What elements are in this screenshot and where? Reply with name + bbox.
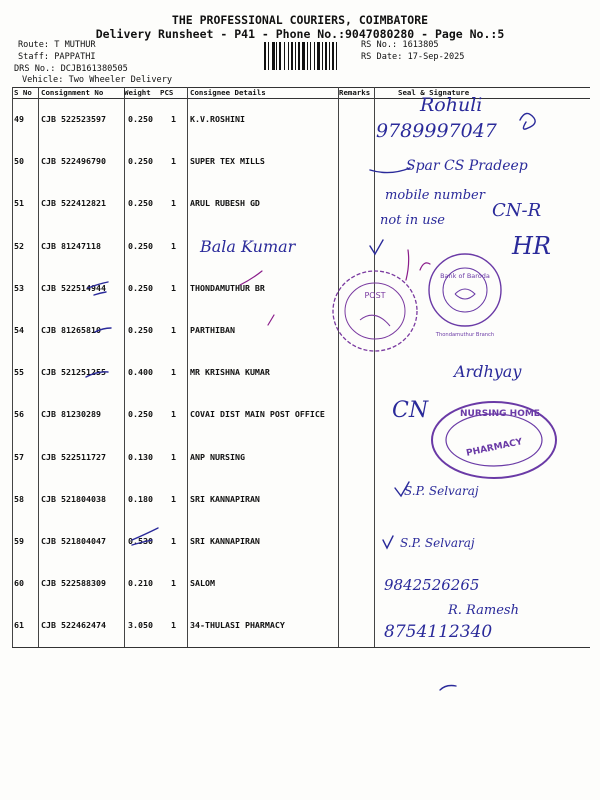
handwritten-phone: 9789997047 <box>376 120 497 142</box>
row-weight: 0.250 <box>128 240 153 251</box>
row-sno: 53 <box>14 282 24 293</box>
stamp-text: Thondamuthur Branch <box>435 332 495 338</box>
row-consignment-no: CJB 522496790 <box>41 156 106 167</box>
row-weight: 0.250 <box>128 325 153 335</box>
row-weight: 0.250 <box>128 409 153 420</box>
nursing-home-stamp <box>428 398 560 482</box>
stamp-text: PHARMACY <box>465 437 524 459</box>
row-consignment-no: CJB 522462474 <box>41 620 106 631</box>
post-office-stamp <box>330 265 425 355</box>
row-sno: 56 <box>14 409 24 420</box>
handwritten-signature: Ardhyay <box>454 362 522 381</box>
row-pcs: 1 <box>171 114 176 124</box>
row-consignee: K.V.ROSHINI <box>190 114 245 124</box>
row-sno: 55 <box>14 367 24 378</box>
handwritten-phone: 8754112340 <box>384 622 493 642</box>
table-row <box>12 478 590 520</box>
stamp-text: POST <box>364 291 386 300</box>
row-sno: 50 <box>14 156 24 167</box>
row-consignee: 34-THULASI PHARMACY <box>190 620 285 631</box>
header-sno: S No <box>14 88 32 97</box>
row-pcs: 1 <box>171 198 176 209</box>
row-consignment-no: CJB 521804047 <box>41 536 106 546</box>
drs-number: DRS No.: DCJB161380505 <box>14 64 128 74</box>
row-consignment-no: CJB 522514944 <box>41 282 106 293</box>
stamp-text: NURSING HOME <box>460 409 540 419</box>
row-sno: 52 <box>14 240 24 251</box>
row-sno: 51 <box>14 198 24 209</box>
row-consignee: MR KRISHNA KUMAR <box>190 367 270 378</box>
row-weight: 0.180 <box>128 493 153 504</box>
barcode-image <box>264 42 356 70</box>
row-consignment-no: CJB 521251255 <box>41 367 106 378</box>
row-weight: 0.530 <box>128 536 153 546</box>
handwritten-mark: HR <box>512 232 551 260</box>
row-weight: 0.130 <box>128 451 153 462</box>
table-row <box>12 98 590 140</box>
row-pcs: 1 <box>171 409 176 420</box>
stamp-text: Bank of Baroda <box>440 272 490 280</box>
header-consignee: Consignee Details <box>190 88 266 97</box>
row-consignment-no: CJB 81265810 <box>41 325 101 335</box>
handwritten-signature: S.P. Selvaraj <box>400 536 475 550</box>
row-weight: 0.250 <box>128 282 153 293</box>
bank-stamp <box>425 240 505 340</box>
header-pcs: PCS <box>160 88 174 97</box>
handwritten-mark: CN-R <box>492 200 542 221</box>
row-weight: 0.400 <box>128 367 153 378</box>
row-sno: 60 <box>14 578 24 589</box>
row-pcs: 1 <box>171 493 176 504</box>
handwritten-signature: Rohuli <box>420 94 483 116</box>
row-consignee: ANP NURSING <box>190 451 245 462</box>
row-pcs: 1 <box>171 620 176 631</box>
row-consignment-no: CJB 521804038 <box>41 493 106 504</box>
row-weight: 0.250 <box>128 198 153 209</box>
row-pcs: 1 <box>171 282 176 293</box>
header-remarks: Remarks <box>339 88 371 97</box>
row-sno: 57 <box>14 451 24 462</box>
handwritten-signature: S.P. Selvaraj <box>404 484 479 498</box>
row-consignee: THONDAMUTHUR BR <box>190 282 265 293</box>
row-consignee: SUPER TEX MILLS <box>190 156 265 167</box>
handwritten-mark: CN <box>392 398 429 423</box>
company-title: THE PROFESSIONAL COURIERS, COIMBATORE <box>171 13 429 27</box>
rs-number: RS No.: 1613805 <box>361 40 439 50</box>
row-sno: 49 <box>14 114 24 124</box>
row-consignee: SRI KANNAPIRAN <box>190 493 260 504</box>
table-row <box>12 562 590 604</box>
row-pcs: 1 <box>171 325 176 335</box>
row-consignment-no: CJB 522412821 <box>41 198 106 209</box>
header-consignment: Consignment No <box>41 88 104 97</box>
row-consignee: SRI KANNAPIRAN <box>190 536 260 546</box>
row-weight: 0.250 <box>128 156 153 167</box>
handwritten-phone: 9842526265 <box>384 576 480 594</box>
header-seal: Seal & Signature <box>398 88 470 97</box>
row-pcs: 1 <box>171 156 176 167</box>
vehicle-label: Vehicle: Two Wheeler Delivery <box>22 75 173 85</box>
row-pcs: 1 <box>171 367 176 378</box>
handwritten-signature: R. Ramesh <box>448 603 519 618</box>
handwritten-note: Spar CS Pradeep <box>406 158 528 174</box>
row-consignee: COVAI DIST MAIN POST OFFICE <box>190 409 325 420</box>
row-weight: 3.050 <box>128 620 153 631</box>
row-consignee: PARTHIBAN <box>190 325 235 335</box>
row-pcs: 1 <box>171 451 176 462</box>
row-sno: 61 <box>14 620 24 631</box>
handwritten-note: mobile number <box>385 188 485 203</box>
row-consignee: SALOM <box>190 578 215 589</box>
runsheet-subtitle: Delivery Runsheet - P41 - Phone No.:9047080280 - Page No.:5 <box>95 27 505 41</box>
table-row <box>12 520 590 562</box>
route-label: Route: T MUTHUR <box>18 40 96 50</box>
handwritten-note: not in use <box>380 213 445 228</box>
row-weight: 0.210 <box>128 578 153 589</box>
row-sno: 58 <box>14 493 24 504</box>
rs-date: RS Date: 17-Sep-2025 <box>361 52 465 62</box>
row-consignment-no: CJB 522523597 <box>41 114 106 124</box>
row-consignment-no: CJB 81230289 <box>41 409 101 420</box>
header-weight: Weight <box>124 88 151 97</box>
handwritten-name: Bala Kumar <box>200 237 296 256</box>
row-consignment-no: CJB 522511727 <box>41 451 106 462</box>
row-consignee: ARUL RUBESH GD <box>190 198 260 209</box>
row-consignment-no: CJB 81247118 <box>41 240 101 251</box>
row-pcs: 1 <box>171 536 176 546</box>
row-weight: 0.250 <box>128 114 153 124</box>
row-pcs: 1 <box>171 240 176 251</box>
row-consignment-no: CJB 522588309 <box>41 578 106 589</box>
row-sno: 54 <box>14 325 24 335</box>
row-sno: 59 <box>14 536 24 546</box>
row-pcs: 1 <box>171 578 176 589</box>
staff-label: Staff: PAPPATHI <box>18 52 96 62</box>
